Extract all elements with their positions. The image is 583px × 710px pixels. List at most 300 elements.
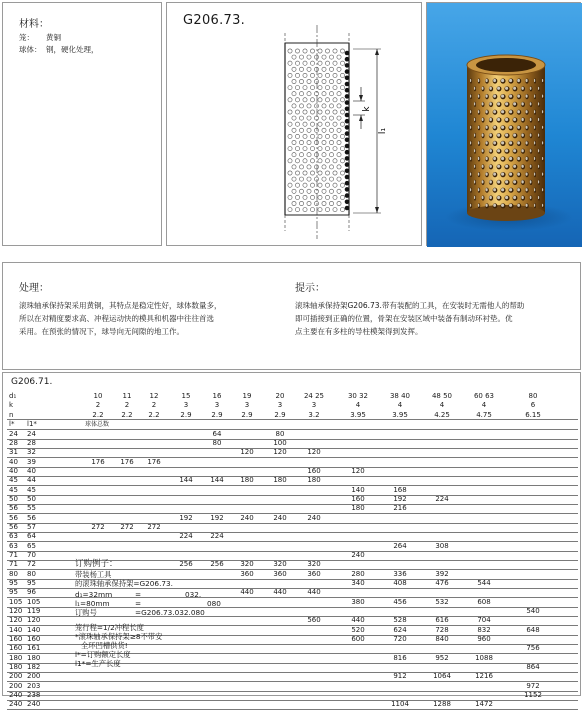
row-l-value: 56 bbox=[9, 513, 18, 522]
cage-hole bbox=[329, 189, 333, 193]
cage-hole bbox=[329, 201, 333, 205]
cage-hole bbox=[340, 122, 344, 126]
cage-hole bbox=[333, 86, 337, 90]
row-l1-value: 105 bbox=[27, 597, 41, 606]
cage-hole bbox=[314, 128, 318, 132]
row-l-value: 45 bbox=[9, 476, 18, 485]
photo-ball bbox=[538, 149, 539, 152]
photo-ball bbox=[493, 173, 496, 176]
treatment-line: 采用。在预张的情况下，球导向无间隙的地工作。 bbox=[19, 327, 184, 336]
cage-hole bbox=[303, 195, 307, 199]
photo-ball bbox=[493, 141, 496, 144]
ball-count-cell: 280 bbox=[351, 569, 365, 578]
cage-hole bbox=[325, 183, 329, 187]
cage-hole bbox=[340, 183, 344, 187]
header-label-d1: d₁ bbox=[9, 392, 17, 400]
row-l1-value: 203 bbox=[27, 681, 41, 690]
cage-hole bbox=[292, 177, 296, 181]
photo-ball bbox=[538, 196, 539, 199]
photo-ball bbox=[530, 102, 532, 105]
photo-ball bbox=[470, 79, 471, 82]
cage-hole bbox=[325, 147, 329, 151]
row-l1-value: 240 bbox=[27, 700, 41, 709]
row-l1-value: 39 bbox=[27, 457, 36, 466]
ball bbox=[345, 69, 350, 74]
ball-count-cell: 176 bbox=[147, 457, 161, 466]
photo-ball bbox=[489, 134, 492, 137]
photo-ball bbox=[509, 95, 512, 98]
tip-section bbox=[295, 279, 575, 338]
photo-ball bbox=[493, 204, 496, 207]
ball-cage-photo bbox=[427, 3, 582, 247]
photo-ball bbox=[517, 110, 520, 113]
cage-hole bbox=[318, 134, 322, 138]
row-l1-value: 140 bbox=[27, 625, 41, 634]
ball bbox=[345, 107, 350, 112]
ball bbox=[345, 200, 350, 205]
cage-hole bbox=[299, 189, 303, 193]
photo-ball bbox=[530, 134, 532, 137]
photo-ball bbox=[470, 95, 471, 98]
row-l1-value: 200 bbox=[27, 672, 41, 681]
cage-hole bbox=[310, 122, 314, 126]
cage-hole bbox=[329, 177, 333, 181]
cage-hole bbox=[337, 116, 341, 120]
photo-ball bbox=[482, 165, 484, 168]
photo-ball bbox=[505, 196, 508, 199]
ball-count-cell: 340 bbox=[351, 579, 365, 588]
cage-hole bbox=[299, 153, 303, 157]
row-l1-value: 119 bbox=[27, 607, 41, 616]
ball-count-cell: 80 bbox=[275, 429, 285, 438]
ball-material-line bbox=[19, 44, 99, 56]
header-d1-value: 16 bbox=[212, 392, 222, 400]
ball-count-cell: 256 bbox=[210, 560, 224, 569]
cage-hole bbox=[333, 159, 337, 163]
cage-hole bbox=[322, 104, 326, 108]
ball-count-cell: 168 bbox=[393, 485, 407, 494]
photo-ball bbox=[542, 110, 543, 113]
photo-ball bbox=[493, 126, 496, 129]
row-l1-value: 44 bbox=[27, 476, 36, 485]
cage-hole bbox=[333, 183, 337, 187]
cage-hole bbox=[303, 49, 307, 53]
photo-ball bbox=[538, 87, 539, 90]
cage-hole bbox=[303, 73, 307, 77]
cage-hole bbox=[318, 110, 322, 114]
treatment-line: 滚珠轴承保持架采用黄铜，其特点是稳定性好，球体数量多， bbox=[19, 301, 222, 310]
cage-hole bbox=[307, 79, 311, 83]
row-l1-value: 182 bbox=[27, 663, 41, 672]
cage-hole bbox=[333, 171, 337, 175]
header-d1-value: 38 40 bbox=[389, 392, 411, 400]
ball bbox=[345, 187, 350, 192]
cage-hole bbox=[307, 128, 311, 132]
cage-hole bbox=[325, 208, 329, 212]
cage-hole bbox=[340, 49, 344, 53]
cage-hole bbox=[299, 116, 303, 120]
cage-hole bbox=[299, 165, 303, 169]
photo-ball bbox=[485, 95, 487, 98]
cage-hole bbox=[303, 171, 307, 175]
photo-ball bbox=[542, 79, 543, 82]
photo-ball bbox=[509, 173, 512, 176]
photo-ball bbox=[534, 141, 535, 144]
ball-count-cell: 1472 bbox=[475, 700, 493, 709]
ball-count-cell: 360 bbox=[273, 569, 287, 578]
ball-count-cell: 1088 bbox=[475, 653, 493, 662]
row-l1-value: 45 bbox=[27, 485, 36, 494]
table-row-rule bbox=[7, 504, 578, 505]
header-d1-value: 30 32 bbox=[347, 392, 369, 400]
row-l1-value: 161 bbox=[27, 644, 41, 653]
ball-count-cell: 408 bbox=[393, 579, 407, 588]
cage-hole bbox=[295, 183, 299, 187]
row-l-value: 95 bbox=[9, 588, 18, 597]
row-l1-value: 64 bbox=[27, 532, 36, 541]
cage-hole bbox=[333, 208, 337, 212]
cage-hole bbox=[295, 134, 299, 138]
photo-ball bbox=[474, 134, 475, 137]
ball bbox=[345, 57, 350, 62]
cage-hole bbox=[292, 201, 296, 205]
cage-hole bbox=[314, 140, 318, 144]
header-k-value: 3 bbox=[277, 401, 283, 410]
table-row-rule bbox=[7, 495, 578, 496]
order-d1-key: d₁=32mm bbox=[75, 590, 113, 599]
photo-ball bbox=[505, 118, 508, 121]
ball-count-cell: 120 bbox=[240, 448, 254, 457]
cage-hole bbox=[322, 128, 326, 132]
photo-ball bbox=[485, 126, 487, 129]
photo-ball bbox=[497, 180, 500, 183]
photo-ball bbox=[493, 79, 496, 82]
photo-ball bbox=[497, 149, 500, 152]
cage-hole bbox=[295, 73, 299, 77]
cage-hole bbox=[295, 98, 299, 102]
cage-hole bbox=[295, 147, 299, 151]
photo-ball bbox=[497, 87, 500, 90]
ball bbox=[345, 125, 350, 130]
table-row-rule bbox=[7, 551, 578, 552]
cage-hole bbox=[310, 61, 314, 65]
ball-count-cell: 440 bbox=[273, 588, 287, 597]
photo-ball bbox=[470, 141, 471, 144]
photo-ball bbox=[505, 149, 508, 152]
photo-ball bbox=[482, 118, 484, 121]
cage-hole bbox=[333, 73, 337, 77]
cage-hole bbox=[307, 140, 311, 144]
photo-ball bbox=[489, 196, 492, 199]
ball-count-cell: 616 bbox=[435, 616, 449, 625]
photo-ball bbox=[474, 149, 475, 152]
header-k-value: 2 bbox=[151, 401, 157, 410]
ball-count-cell: 120 bbox=[307, 448, 321, 457]
header-d1-value: 20 bbox=[275, 392, 285, 400]
photo-ball bbox=[517, 173, 520, 176]
header-d1-value: 80 bbox=[528, 392, 538, 400]
cage-hole bbox=[299, 104, 303, 108]
cage-hole bbox=[295, 171, 299, 175]
ball-count-cell: 272 bbox=[147, 523, 161, 532]
photo-ball bbox=[517, 126, 520, 129]
ball-count-cell: 832 bbox=[477, 625, 491, 634]
ball-count-cell: 264 bbox=[393, 541, 407, 550]
row-l1-value: 50 bbox=[27, 495, 36, 504]
photo-ball bbox=[542, 188, 543, 191]
row-l-value: 240 bbox=[9, 700, 23, 709]
cage-hole bbox=[337, 189, 341, 193]
ball-label: 球体： bbox=[19, 45, 42, 54]
row-l-value: 105 bbox=[9, 597, 23, 606]
cage-hole bbox=[337, 140, 341, 144]
cage-hole bbox=[303, 98, 307, 102]
photo-ball bbox=[478, 188, 479, 191]
photo-ball bbox=[470, 188, 471, 191]
ball-count-cell: 720 bbox=[393, 635, 407, 644]
photo-ball bbox=[534, 188, 535, 191]
photo-ball bbox=[513, 180, 516, 183]
header-d1-value: 19 bbox=[242, 392, 252, 400]
cage-hole bbox=[322, 177, 326, 181]
ball-count-cell: 176 bbox=[120, 457, 134, 466]
ball-count-cell: 532 bbox=[435, 597, 449, 606]
dimension-table-panel bbox=[2, 372, 581, 709]
cage-hole bbox=[337, 153, 341, 157]
cage-hole bbox=[303, 208, 307, 212]
header-n-value: 2.2 bbox=[148, 410, 160, 419]
ball-count-cell: 176 bbox=[91, 457, 105, 466]
ball-count-cell: 728 bbox=[435, 625, 449, 634]
treatment-section bbox=[19, 279, 289, 338]
cage-hole bbox=[325, 110, 329, 114]
cage-hole bbox=[307, 104, 311, 108]
photo-ball bbox=[497, 102, 500, 105]
photo-ball bbox=[497, 165, 500, 168]
ball-count-cell: 120 bbox=[273, 448, 287, 457]
cage-hole bbox=[333, 49, 337, 53]
footnote: *滚珠轴承保持架≥8不带安 bbox=[75, 632, 163, 641]
cage-hole bbox=[310, 73, 314, 77]
row-l-value: 180 bbox=[9, 663, 23, 672]
photo-ball bbox=[509, 141, 512, 144]
cage-hole bbox=[288, 86, 292, 90]
footnote: 笼行程=1/2冲程长度 bbox=[75, 623, 144, 632]
cage-hole bbox=[337, 67, 341, 71]
row-l-value: 120 bbox=[9, 607, 23, 616]
cage-hole bbox=[314, 116, 318, 120]
photo-ball bbox=[485, 173, 487, 176]
cage-hole bbox=[288, 147, 292, 151]
cage-hole bbox=[307, 177, 311, 181]
cage-hole bbox=[337, 55, 341, 59]
photo-ball bbox=[478, 110, 479, 113]
order-title: 订购例子： bbox=[75, 559, 118, 569]
photo-ball bbox=[482, 87, 484, 90]
header-k-value: 3 bbox=[214, 401, 220, 410]
row-l-value: 71 bbox=[9, 560, 18, 569]
photo-ball bbox=[542, 126, 543, 129]
ball-count-cell: 864 bbox=[526, 663, 540, 672]
table-row-rule bbox=[7, 532, 578, 533]
photo-ball bbox=[534, 79, 535, 82]
cage-hole-pattern bbox=[288, 49, 345, 212]
order-d1-line bbox=[75, 590, 221, 599]
ball-count-cell: 440 bbox=[351, 616, 365, 625]
header-n-value: 2.9 bbox=[241, 410, 253, 419]
cage-hole bbox=[310, 147, 314, 151]
cage-hole bbox=[329, 92, 333, 96]
cage-hole bbox=[299, 128, 303, 132]
photo-ball bbox=[534, 173, 535, 176]
cage-hole bbox=[288, 98, 292, 102]
ball-count-cell: 100 bbox=[273, 439, 287, 448]
ball bbox=[345, 100, 350, 105]
cage-hole bbox=[329, 79, 333, 83]
row-l1-value: 28 bbox=[27, 439, 36, 448]
photo-ball bbox=[482, 102, 484, 105]
ball-count-cell: 256 bbox=[179, 560, 193, 569]
photo-ball bbox=[530, 87, 532, 90]
row-l1-value: 57 bbox=[27, 523, 36, 532]
photo-ball bbox=[478, 157, 479, 160]
ball bbox=[345, 113, 350, 118]
photo-ball bbox=[513, 118, 516, 121]
photo-ball bbox=[501, 95, 504, 98]
photo-ball bbox=[501, 188, 504, 191]
photo-ball bbox=[517, 157, 520, 160]
order-equals: = bbox=[135, 590, 142, 599]
cage-hole bbox=[325, 159, 329, 163]
photo-ball bbox=[521, 165, 523, 168]
cage-hole bbox=[295, 86, 299, 90]
drawing-panel bbox=[166, 2, 422, 246]
row-l-value: 50 bbox=[9, 495, 18, 504]
photo-ball bbox=[542, 141, 543, 144]
header-n-value: 3.2 bbox=[308, 410, 320, 419]
photo-ball bbox=[538, 102, 539, 105]
ball-count-cell: 320 bbox=[307, 560, 321, 569]
product-photo-panel bbox=[426, 2, 581, 246]
row-l-value: 200 bbox=[9, 681, 23, 690]
header-d1-value: 48 50 bbox=[431, 392, 453, 400]
photo-ball bbox=[513, 87, 516, 90]
order-d1-value: 032. bbox=[185, 590, 202, 599]
cage-hole bbox=[325, 98, 329, 102]
ball bbox=[345, 206, 350, 211]
ball bbox=[345, 88, 350, 93]
photo-ball bbox=[521, 134, 523, 137]
cage-hole bbox=[329, 153, 333, 157]
ball-count-cell: 180 bbox=[273, 476, 287, 485]
photo-ball bbox=[501, 173, 504, 176]
cage-hole bbox=[303, 134, 307, 138]
row-l-value: 80 bbox=[9, 569, 18, 578]
cage-hole bbox=[292, 140, 296, 144]
cage-hole bbox=[303, 147, 307, 151]
photo-ball bbox=[513, 102, 516, 105]
tip-line: 滚珠轴承保持架G206.73.带有装配的工具，在安装时无需他人的帮助 bbox=[295, 301, 525, 310]
ball-count-cell: 224 bbox=[179, 532, 193, 541]
cage-hole bbox=[314, 92, 318, 96]
header-n-value: 4.25 bbox=[434, 410, 450, 419]
photo-ball bbox=[505, 180, 508, 183]
ball-count-cell: 1216 bbox=[475, 672, 493, 681]
header-k-value: 4 bbox=[439, 401, 445, 410]
cage-hole bbox=[329, 165, 333, 169]
cage-hole bbox=[292, 189, 296, 193]
footnote: 全环凹槽供货! bbox=[81, 641, 128, 650]
cage-hole bbox=[333, 61, 337, 65]
ball bbox=[345, 76, 350, 81]
cage-hole bbox=[329, 140, 333, 144]
photo-ball bbox=[530, 149, 532, 152]
technical-drawing bbox=[167, 3, 423, 247]
photo-ball bbox=[489, 87, 492, 90]
photo-ball bbox=[497, 134, 500, 137]
ball-count-cell: 648 bbox=[526, 625, 540, 634]
photo-ball bbox=[542, 173, 543, 176]
photo-ball bbox=[530, 180, 532, 183]
ball-count-cell: 540 bbox=[526, 607, 540, 616]
cage-hole bbox=[307, 92, 311, 96]
photo-ball bbox=[478, 126, 479, 129]
header-k-value: 3 bbox=[311, 401, 317, 410]
row-l-value: 95 bbox=[9, 579, 18, 588]
ball-count-cell: 320 bbox=[240, 560, 254, 569]
row-l-value: 24 bbox=[9, 429, 18, 438]
ball-count-cell: 180 bbox=[351, 504, 365, 513]
cage-hole bbox=[288, 183, 292, 187]
photo-ball bbox=[485, 188, 487, 191]
photo-ball bbox=[501, 157, 504, 160]
footnote: l*=订购额定长度 bbox=[75, 650, 131, 659]
cage-hole bbox=[295, 195, 299, 199]
photo-ball bbox=[517, 95, 520, 98]
row-l1-value: 70 bbox=[27, 551, 36, 560]
ball-count-cell: 192 bbox=[210, 513, 224, 522]
photo-ball bbox=[530, 118, 532, 121]
cage-hole bbox=[325, 49, 329, 53]
row-l1-value: 120 bbox=[27, 616, 41, 625]
header-n-value: 3.95 bbox=[350, 410, 366, 419]
photo-ball bbox=[526, 126, 528, 129]
cage-hole bbox=[337, 177, 341, 181]
row-l-value: 71 bbox=[9, 551, 18, 560]
header-d1-value: 24 25 bbox=[303, 392, 325, 400]
cage-hole bbox=[318, 86, 322, 90]
header-k-value: 4 bbox=[481, 401, 487, 410]
photo-ball bbox=[485, 204, 487, 207]
cage-hole bbox=[310, 208, 314, 212]
cage-hole bbox=[333, 110, 337, 114]
header-label-l1: l1* bbox=[27, 419, 37, 428]
row-l1-value: 55 bbox=[27, 504, 36, 513]
row-l1-value: 95 bbox=[27, 579, 36, 588]
header-n-value: 2.9 bbox=[211, 410, 223, 419]
ball-count-cell: 960 bbox=[477, 635, 491, 644]
photo-ball bbox=[485, 110, 487, 113]
cage-hole bbox=[322, 55, 326, 59]
cage-hole bbox=[310, 134, 314, 138]
cage-hole bbox=[299, 92, 303, 96]
ball-count-cell: 144 bbox=[179, 476, 193, 485]
cage-hole bbox=[292, 104, 296, 108]
cage-hole bbox=[307, 201, 311, 205]
cage-hole bbox=[340, 159, 344, 163]
cage-hole bbox=[310, 49, 314, 53]
cage-hole bbox=[318, 73, 322, 77]
